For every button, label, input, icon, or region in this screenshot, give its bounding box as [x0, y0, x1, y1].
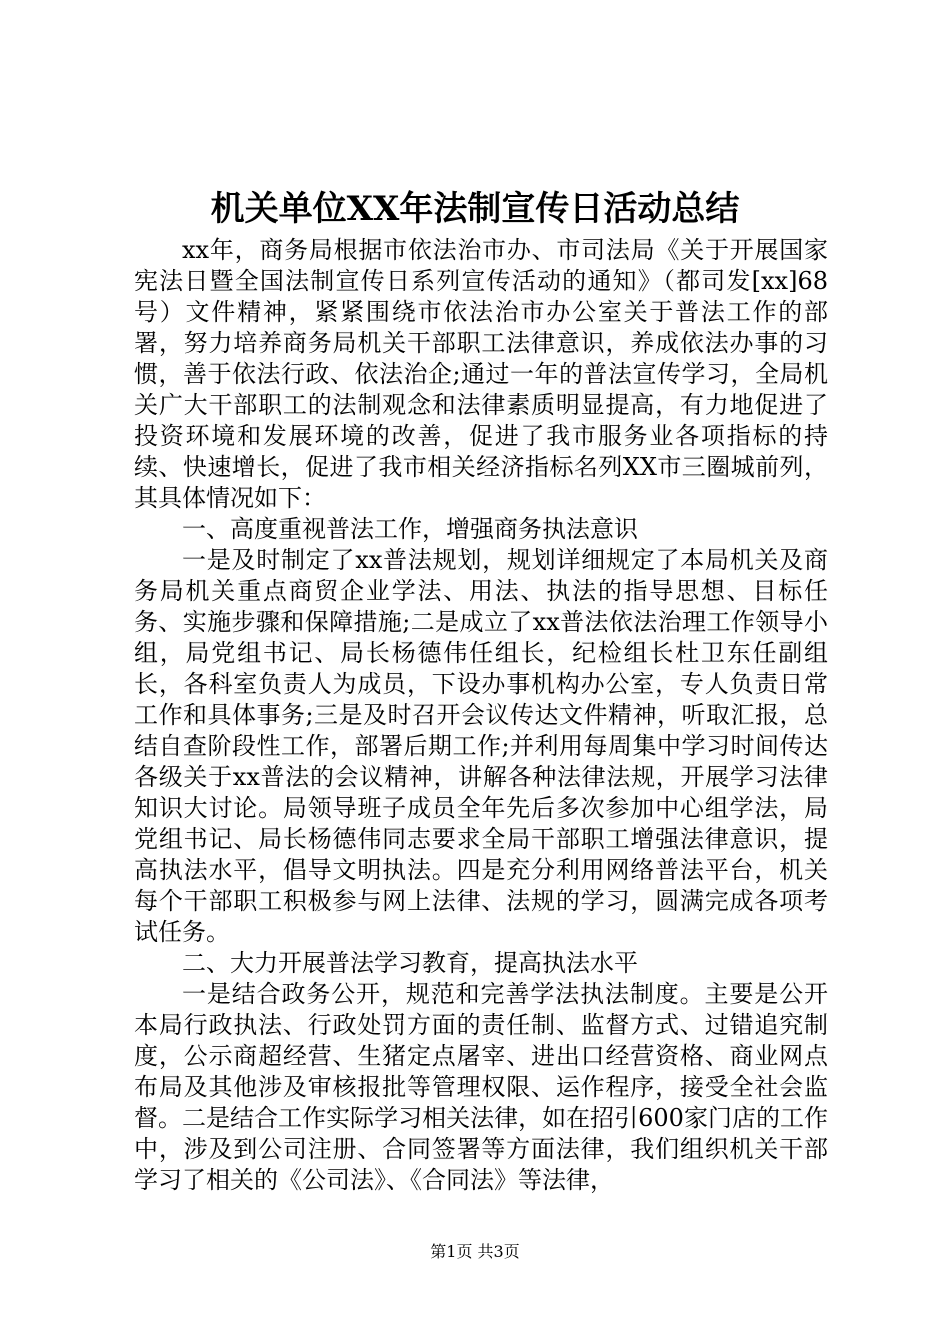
section-heading-2: 二、大力开展普法学习教育，提高执法水平: [182, 949, 638, 977]
page-number-footer: 第1页 共3页: [430, 1242, 520, 1261]
section-heading-1: 一、高度重视普法工作，增强商务执法意识: [182, 515, 638, 543]
document-body: [134, 235, 828, 1196]
document-title: 机关单位XX年法制宣传日活动总结: [210, 189, 740, 229]
paragraph-section-1: 一是及时制定了xx普法规划，规划详细规定了本局机关及商务局机关重点商贸企业学法、用法、执法的指导思想、目标任务、实施步骤和保障措施;二是成立了xx普法依法治理工作领导小组，局党组书记、局长杨德伟任组长，纪检组长杜卫东任副组长，各科室负责人为成员，下设办事机构办公室，专人负责日常工作和具体事务;三是及时召开会议传达文件精神，听取汇报，总结自查阶段性工作，部署后期工作;并利用每周集中学习时间传达各级关于xx普法的会议精神，讲解各种法律法规，开展学习法律知识大讨论。局领导班子成员全年先后多次参加中心组学法，局党组书记、局长杨德伟同志要求全局干部职工增强法律意识，提高执法水平，倡导文明执法。四是充分利用网络普法平台，机关每个干部职工积极参与网上法律、法规的学习，圆满完成各项考试任务。: [134, 546, 828, 946]
paragraph-section-2: 一是结合政务公开，规范和完善学法执法制度。主要是公开本局行政执法、行政处罚方面的责任制、监督方式、过错追究制度，公示商超经营、生猪定点屠宰、进出口经营资格、商业网点布局及其他涉及审核报批等管理权限、运作程序，接受全社会监督。二是结合工作实际学习相关法律，如在招引600家门店的工作中，涉及到公司注册、合同签署等方面法律，我们组织机关干部学习了相关的《公司法》、《合同法》等法律，: [134, 980, 828, 1194]
paragraph-intro: xx年，商务局根据市依法治市办、市司法局《关于开展国家宪法日暨全国法制宣传日系列宣传活动的通知》（都司发[xx]68号）文件精神，紧紧围绕市依法治市办公室关于普法工作的部署，努力培养商务局机关干部职工法律意识，养成依法办事的习惯，善于依法行政、依法治企;通过一年的普法宣传学习，全局机关广大干部职工的法制观念和法律素质明显提高，有力地促进了投资环境和发展环境的改善，促进了我市服务业各项指标的持续、快速增长，促进了我市相关经济指标名列XX市三圈城前列，其具体情况如下：: [134, 236, 828, 512]
